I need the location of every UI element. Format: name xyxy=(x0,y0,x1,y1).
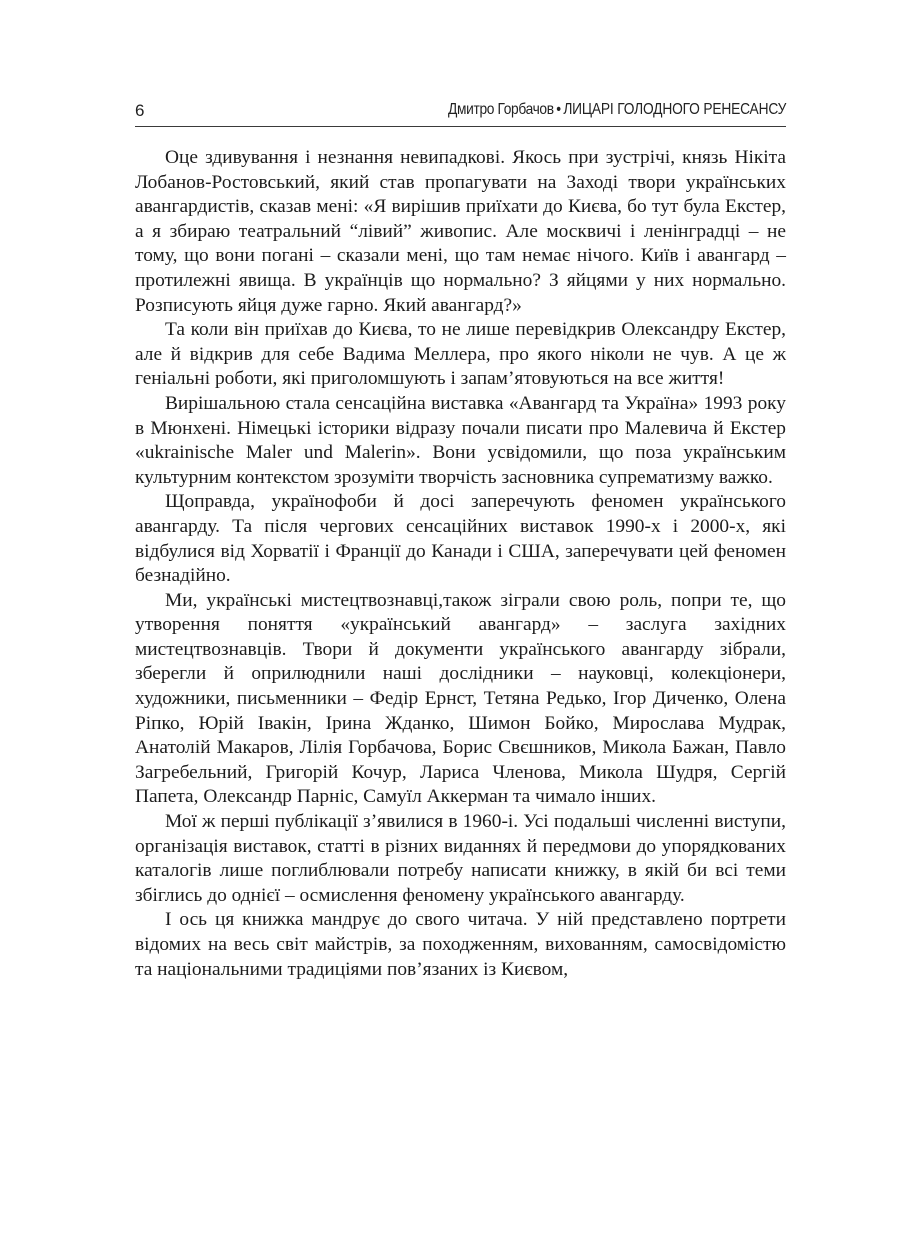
running-header xyxy=(135,100,786,127)
paragraph: Щоправда, українофоби й досі заперечують феномен українського авангарду. Та після чергових сенсаційних виставок 1990-х і 2000-х, які відбулися від Хорватії і Франції до Канади і США, заперечувати цей феномен безнадійно. xyxy=(135,491,786,587)
paragraph: І ось ця книжка мандрує до свого читача. У ній представлено портрети відомих на весь світ майстрів, за походженням, вихованням, самосвідомістю та національними традиціями пов’язаних із Києвом, xyxy=(135,909,786,980)
paragraph: Вирішальною стала сенсаційна виставка «Авангард та Україна» 1993 року в Мюнхені. Німецькі історики відразу почали писати про Малевича й Екстер «ukrainische Maler und Malerin». Вони усвідомили, що поза українським культурним контекстом зрозуміти творчість засновника супрематизму важко. xyxy=(135,392,786,488)
paragraph: Та коли він приїхав до Києва, то не лише перевідкрив Олександру Екстер, але й відкрив для себе Вадима Меллера, про якого ніколи не чув. А це ж геніальні роботи, які приголомшують і запам’ятовуються на все життя! xyxy=(135,319,786,390)
author-name: Дмитро Горбачов xyxy=(447,101,554,118)
body-text xyxy=(135,146,786,982)
page-number: 6 xyxy=(135,101,145,120)
book-title: ЛИЦАРІ ГОЛОДНОГО РЕНЕСАНСУ xyxy=(563,101,786,118)
paragraph: Ми, українські мистецтвознавці,також зіграли свою роль, попри те, що утворення поняття «український авангард» – заслуга західних мистецтвознавців. Твори й документи українського авангарду зібрали, зберегли й оприлюднили наші дослідники – науковці, колекціонери, художники, письменники – Федір Ернст, Тетяна Редько, Ігор Диченко, Олена Ріпко, Юрій Івакін, Ірина Жданко, Шимон Бойко, Мирослава Мудрак, Анатолій Макаров, Лілія Горбачова, Борис Свєшников, Микола Бажан, Павло Загребельний, Григорій Кочур, Лариса Членова, Микола Шудря, Сергій Папета, Олександр Парніс, Самуїл Аккерман та чимало інших. xyxy=(135,589,786,808)
paragraph: Мої ж перші публікації з’явилися в 1960-і. Усі подальші численні виступи, організація виставок, статті в різних виданнях й передмови до упорядкованих каталогів лише поглиблювали потребу написати книжку, в якій би всі теми збіглись до однієї – осмислення феномену українського авангарду. xyxy=(135,811,786,906)
header-separator: • xyxy=(556,101,561,118)
paragraph: Оце здивування і незнання невипадкові. Якось при зустрічі, князь Нікіта Лобанов-Ростовський, який став пропагувати на Заході твори українських авангардистів, сказав мені: «Я вирішив приїхати до Києва, бо тут була Екстер, а я збираю театральний “лівий” живопис. Але москвичі і ленінградці – не тому, що вони погані – сказали мені, що там немає нічого. Київ і авангард – протилежні явища. В українців що нормально? З яйцями у них нормально. Розписують яйця дуже гарно. Який авангард?» xyxy=(135,147,786,316)
running-head-text xyxy=(448,101,786,119)
